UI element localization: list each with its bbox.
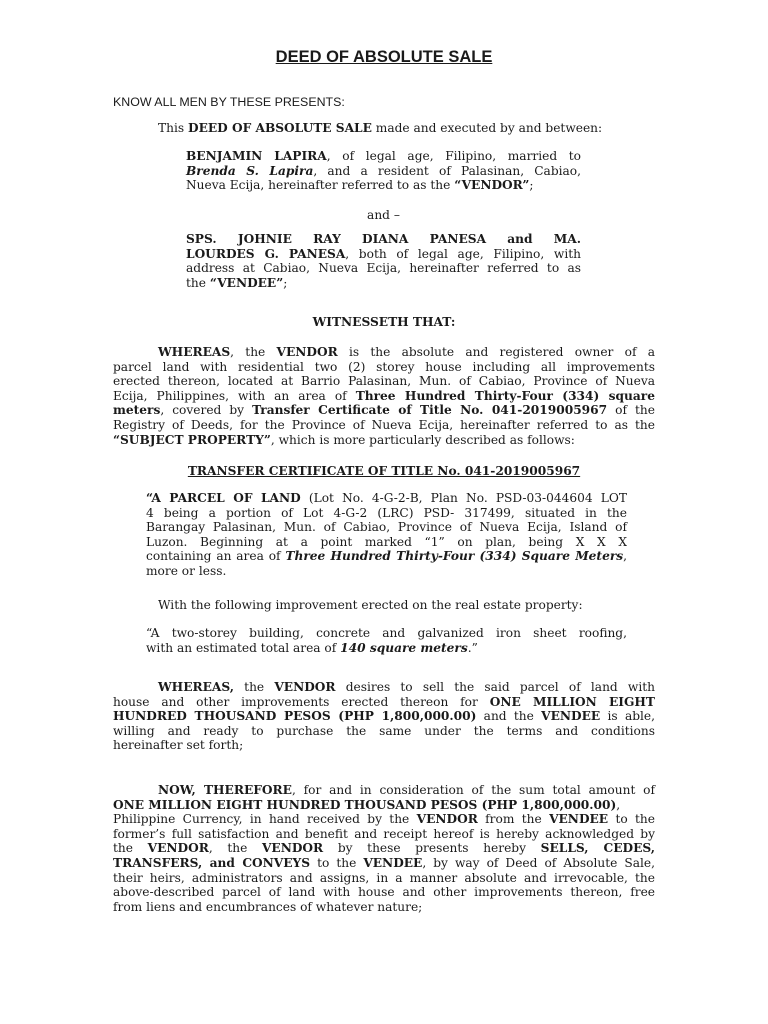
document-title: DEED OF ABSOLUTE SALE [275, 48, 493, 66]
whereas-owner-paragraph: WHEREAS, the VENDOR is the absolute and registered owner of a parcel land with residential two (2) storey house including all improvements erected thereon, located at Barrio Palasinan, Mun. of Cabiao, Province of Nueva Ecija, Philippines, with an area of Three Hundred Thirty-Four (334) square meters, covered by Transfer Certificate of Title No. 041-2019005967 of the Registry of Deeds, for the Province of Nueva Ecija, hereinafter referred to as the “SUBJECT PROPERTY”, which is more particularly described as follows: [113, 345, 655, 447]
and-separator: and – [367, 208, 400, 222]
improvement-intro: With the following improvement erected on the real estate property: [158, 598, 583, 612]
now-therefore-paragraph: NOW, THEREFORE, for and in consideration of the sum total amount of ONE MILLION EIGHT HUNDRED THOUSAND PESOS (PHP 1,800,000.00), Philippine Currency, in hand received by the VENDOR from the VENDEE to the former’s full satisfaction and benefit and receipt hereof is hereby acknowledged by the VENDOR, the VENDOR by these presents hereby SELLS, CEDES, TRANSFERS, and CONVEYS to the VENDEE, by way of Deed of Absolute Sale, their heirs, administrators and assigns, in a manner absolute and irrevocable, the above-described parcel of land with house and other improvements thereon, free from liens and encumbrances of whatever nature; [113, 783, 656, 914]
whereas-sale-paragraph: WHEREAS, the VENDOR desires to sell the said parcel of land with house and other improvements erected thereon for ONE MILLION EIGHT HUNDRED THOUSAND PESOS (PHP 1,800,000.00) and the VENDEE is able, willing and ready to purchase the same under the terms and conditions hereinafter set forth; [113, 680, 655, 753]
witnesseth-heading: WITNESSETH THAT: [312, 315, 456, 329]
opening-line: KNOW ALL MEN BY THESE PRESENTS: [113, 95, 345, 109]
tct-heading: TRANSFER CERTIFICATE OF TITLE No. 041-2019005967 [187, 464, 581, 478]
parcel-description: “A PARCEL OF LAND (Lot No. 4-G-2-B, Plan No. PSD-03-044604 LOT 4 being a portion of Lot 4-G-2 (LRC) PSD- 317499, situated in the Barangay Palasinan, Mun. of Cabiao, Province of Nueva Ecija, Island of Luzon. Beginning at a point marked “1” on plan, being X X X containing an area of Three Hundred Thirty-Four (334) Square Meters, more or less. [146, 491, 627, 578]
vendor-block: BENJAMIN LAPIRA, of legal age, Filipino, married to Brenda S. Lapira, and a resident of Palasinan, Cabiao, Nueva Ecija, hereinafter referred to as the “VENDOR”; [186, 149, 581, 193]
vendee-block: SPS. JOHNIE RAY DIANA PANESA and MA. LOURDES G. PANESA, both of legal age, Filipino, with address at Cabiao, Nueva Ecija, hereinafter referred to as the “VENDEE”; [186, 232, 581, 290]
intro-paragraph: This DEED OF ABSOLUTE SALE made and executed by and between: [158, 121, 603, 135]
building-description: “A two-storey building, concrete and galvanized iron sheet roofing, with an estimated total area of 140 square meters.” [146, 626, 627, 655]
